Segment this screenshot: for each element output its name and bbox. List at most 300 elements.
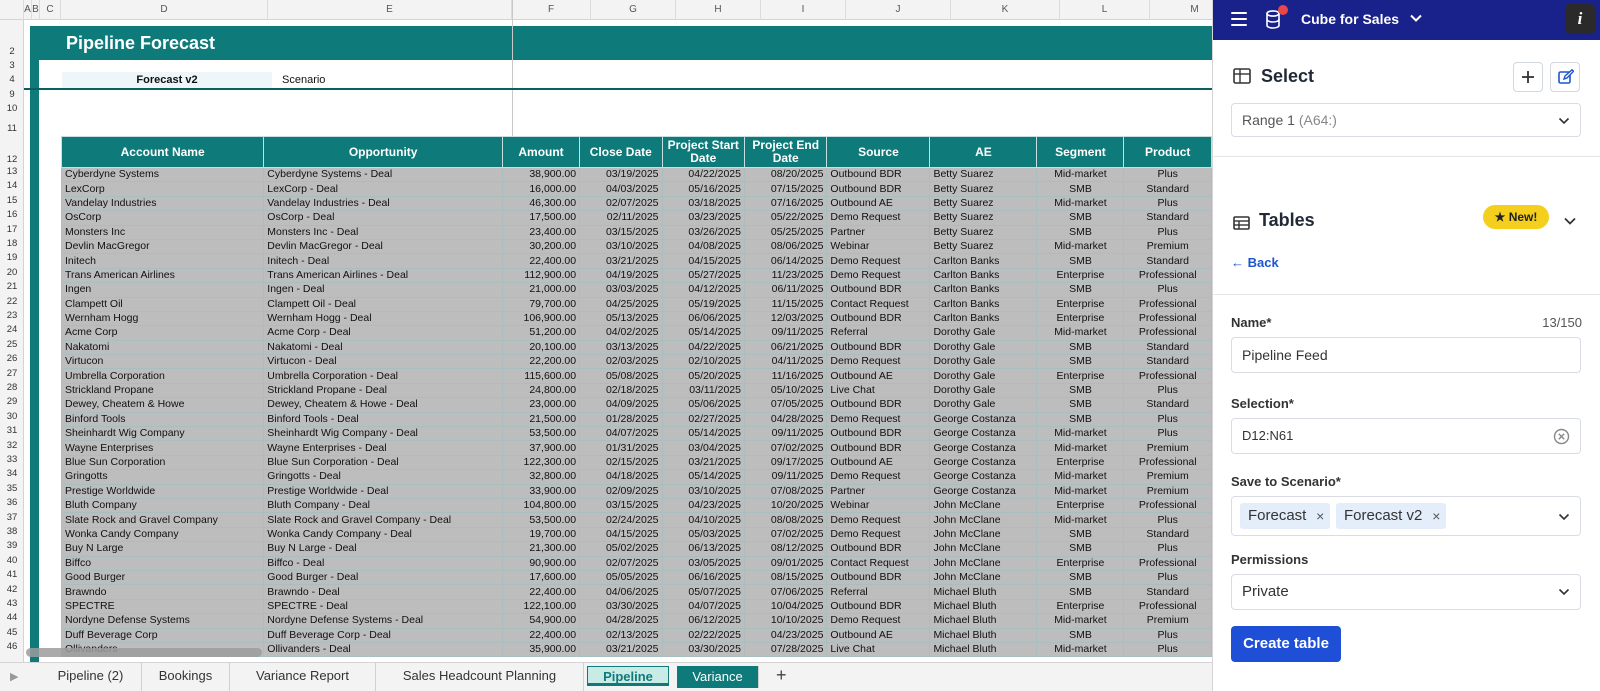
cell-segment[interactable]: Mid-market xyxy=(1037,642,1124,656)
cell-account-name[interactable]: Good Burger xyxy=(62,570,264,584)
cell-ae[interactable]: Betty Suarez xyxy=(930,182,1037,196)
cell-source[interactable]: Demo Request xyxy=(827,470,930,484)
cell-segment[interactable]: Mid-market xyxy=(1037,326,1124,340)
cell-amount[interactable]: 22,200.00 xyxy=(503,355,580,369)
cell-project-end-date[interactable]: 05/10/2025 xyxy=(744,383,826,397)
cell-amount[interactable]: 17,500.00 xyxy=(503,211,580,225)
cell-close-date[interactable]: 04/07/2025 xyxy=(580,427,662,441)
range-dropdown[interactable] xyxy=(1231,103,1581,137)
cell-project-end-date[interactable]: 07/28/2025 xyxy=(744,642,826,656)
cell-project-start-date[interactable]: 02/10/2025 xyxy=(662,355,744,369)
cell-ae[interactable]: George Costanza xyxy=(930,412,1037,426)
cell-project-end-date[interactable]: 12/03/2025 xyxy=(744,311,826,325)
cell-close-date[interactable]: 02/09/2025 xyxy=(580,484,662,498)
cell-segment[interactable]: SMB xyxy=(1037,398,1124,412)
cell-project-end-date[interactable]: 10/20/2025 xyxy=(744,498,826,512)
cell-opportunity[interactable]: OsCorp - Deal xyxy=(264,211,503,225)
cell-project-end-date[interactable]: 08/06/2025 xyxy=(744,239,826,253)
cell-account-name[interactable]: Initech xyxy=(62,254,264,268)
cell-close-date[interactable]: 02/13/2025 xyxy=(580,628,662,642)
cell-product[interactable]: Premium xyxy=(1124,614,1212,628)
cell-amount[interactable]: 54,900.00 xyxy=(503,614,580,628)
header-project-end-date[interactable]: Project End Date xyxy=(744,137,826,168)
cell-product[interactable]: Professional xyxy=(1124,498,1212,512)
cell-segment[interactable]: SMB xyxy=(1037,340,1124,354)
cell-segment[interactable]: Enterprise xyxy=(1037,599,1124,613)
cell-amount[interactable]: 51,200.00 xyxy=(503,326,580,340)
cell-ae[interactable]: George Costanza xyxy=(930,427,1037,441)
cell-source[interactable]: Outbound BDR xyxy=(827,570,930,584)
row-number[interactable]: 39 xyxy=(6,540,18,552)
row-number[interactable]: 18 xyxy=(6,238,18,249)
cell-project-start-date[interactable]: 04/23/2025 xyxy=(662,498,744,512)
cell-opportunity[interactable]: Good Burger - Deal xyxy=(264,570,503,584)
cell-project-start-date[interactable]: 05/03/2025 xyxy=(662,527,744,541)
cell-opportunity[interactable]: Devlin MacGregor - Deal xyxy=(264,239,503,253)
cell-ae[interactable]: George Costanza xyxy=(930,455,1037,469)
cell-project-start-date[interactable]: 05/14/2025 xyxy=(662,326,744,340)
column-header-b[interactable]: B xyxy=(32,0,40,20)
cell-ae[interactable]: Betty Suarez xyxy=(930,211,1037,225)
row-number[interactable]: 43 xyxy=(6,598,18,609)
cell-opportunity[interactable]: Ollivanders - Deal xyxy=(264,642,503,656)
remove-chip-icon[interactable]: × xyxy=(1432,508,1441,524)
cell-amount[interactable]: 79,700.00 xyxy=(503,297,580,311)
cell-opportunity[interactable]: Binford Tools - Deal xyxy=(264,412,503,426)
cell-project-end-date[interactable]: 11/23/2025 xyxy=(744,268,826,282)
cell-amount[interactable]: 35,900.00 xyxy=(503,642,580,656)
cell-close-date[interactable]: 04/15/2025 xyxy=(580,527,662,541)
header-segment[interactable]: Segment xyxy=(1037,137,1124,168)
cell-ae[interactable]: Dorothy Gale xyxy=(930,369,1037,383)
cell-project-start-date[interactable]: 02/27/2025 xyxy=(662,412,744,426)
cell-close-date[interactable]: 04/03/2025 xyxy=(580,182,662,196)
cell-project-start-date[interactable]: 05/07/2025 xyxy=(662,585,744,599)
pipeline-table[interactable] xyxy=(61,136,1212,662)
cell-opportunity[interactable]: Acme Corp - Deal xyxy=(264,326,503,340)
cell-source[interactable]: Demo Request xyxy=(827,527,930,541)
cell-project-start-date[interactable]: 04/07/2025 xyxy=(662,599,744,613)
cell-opportunity[interactable]: Vandelay Industries - Deal xyxy=(264,196,503,210)
column-header-i[interactable]: I xyxy=(761,0,846,20)
row-number[interactable]: 14 xyxy=(6,180,18,192)
cell-close-date[interactable]: 02/18/2025 xyxy=(580,383,662,397)
cell-opportunity[interactable]: Virtucon - Deal xyxy=(264,355,503,369)
row-number[interactable]: 37 xyxy=(6,511,18,523)
cell-segment[interactable]: Mid-market xyxy=(1037,484,1124,498)
cell-close-date[interactable]: 03/19/2025 xyxy=(580,168,662,182)
cell-amount[interactable]: 37,900.00 xyxy=(503,441,580,455)
cell-product[interactable]: Standard xyxy=(1124,254,1212,268)
cell-account-name[interactable]: Virtucon xyxy=(62,355,264,369)
info-button[interactable]: i xyxy=(1565,4,1595,34)
cell-amount[interactable]: 53,500.00 xyxy=(503,513,580,527)
cell-project-end-date[interactable]: 08/08/2025 xyxy=(744,513,826,527)
edit-selection-button[interactable] xyxy=(1550,62,1580,92)
row-number[interactable]: 40 xyxy=(6,554,18,566)
cell-amount[interactable]: 22,400.00 xyxy=(503,254,580,268)
row-number[interactable]: 17 xyxy=(6,223,18,235)
cell-account-name[interactable]: Cyberdyne Systems xyxy=(62,168,264,182)
cell-account-name[interactable]: Strickland Propane xyxy=(62,383,264,397)
cell-amount[interactable]: 90,900.00 xyxy=(503,556,580,570)
header-account-name[interactable]: Account Name xyxy=(62,137,264,168)
cell-opportunity[interactable]: Nordyne Defense Systems - Deal xyxy=(264,614,503,628)
cell-opportunity[interactable]: Cyberdyne Systems - Deal xyxy=(264,168,503,182)
cell-project-end-date[interactable]: 11/15/2025 xyxy=(744,297,826,311)
cell-amount[interactable]: 122,300.00 xyxy=(503,455,580,469)
cell-project-end-date[interactable]: 04/23/2025 xyxy=(744,628,826,642)
cell-project-end-date[interactable]: 09/17/2025 xyxy=(744,455,826,469)
header-product[interactable]: Product xyxy=(1124,137,1212,168)
permissions-dropdown[interactable] xyxy=(1231,574,1581,610)
cell-segment[interactable]: Mid-market xyxy=(1037,239,1124,253)
row-number[interactable]: 32 xyxy=(6,439,18,451)
cell-segment[interactable]: Mid-market xyxy=(1037,196,1124,210)
tab-scroll-arrow-icon[interactable]: ▶ xyxy=(10,671,19,683)
cell-source[interactable]: Demo Request xyxy=(827,513,930,527)
cell-opportunity[interactable]: Wernham Hogg - Deal xyxy=(264,311,503,325)
cell-opportunity[interactable]: Nakatomi - Deal xyxy=(264,340,503,354)
cell-source[interactable]: Outbound BDR xyxy=(827,168,930,182)
cell-product[interactable]: Premium xyxy=(1124,484,1212,498)
cell-account-name[interactable]: Umbrella Corporation xyxy=(62,369,264,383)
cell-project-start-date[interactable]: 03/26/2025 xyxy=(662,225,744,239)
row-number[interactable]: 46 xyxy=(6,641,18,653)
cell-amount[interactable]: 33,900.00 xyxy=(503,484,580,498)
header-ae[interactable]: AE xyxy=(930,137,1037,168)
cell-project-end-date[interactable]: 07/06/2025 xyxy=(744,585,826,599)
cell-product[interactable]: Plus xyxy=(1124,196,1212,210)
cell-opportunity[interactable]: Umbrella Corporation - Deal xyxy=(264,369,503,383)
sheet-title[interactable]: Pipeline Forecast xyxy=(30,26,1212,60)
cell-project-start-date[interactable]: 06/06/2025 xyxy=(662,311,744,325)
cell-ae[interactable]: Carlton Banks xyxy=(930,283,1037,297)
cell-project-start-date[interactable]: 04/22/2025 xyxy=(662,340,744,354)
column-header-d[interactable]: D xyxy=(61,0,268,20)
cell-project-start-date[interactable]: 04/10/2025 xyxy=(662,513,744,527)
cell-source[interactable]: Partner xyxy=(827,484,930,498)
row-number[interactable]: 9 xyxy=(9,89,15,100)
cell-opportunity[interactable]: Sheinhardt Wig Company - Deal xyxy=(264,427,503,441)
cell-project-end-date[interactable]: 05/22/2025 xyxy=(744,211,826,225)
cell-account-name[interactable]: Blue Sun Corporation xyxy=(62,455,264,469)
cell-product[interactable]: Plus xyxy=(1124,642,1212,656)
cell-project-start-date[interactable]: 05/20/2025 xyxy=(662,369,744,383)
cell-amount[interactable]: 23,000.00 xyxy=(503,398,580,412)
cell-opportunity[interactable]: Strickland Propane - Deal xyxy=(264,383,503,397)
cell-ae[interactable]: Betty Suarez xyxy=(930,168,1037,182)
cell-project-start-date[interactable]: 05/14/2025 xyxy=(662,470,744,484)
cell-opportunity[interactable]: Blue Sun Corporation - Deal xyxy=(264,455,503,469)
chevron-down-icon[interactable] xyxy=(1409,11,1423,25)
cell-ae[interactable]: Michael Bluth xyxy=(930,614,1037,628)
row-number[interactable]: 13 xyxy=(6,166,18,177)
cell-ae[interactable]: John McClane xyxy=(930,570,1037,584)
cell-segment[interactable]: SMB xyxy=(1037,542,1124,556)
cell-project-end-date[interactable]: 06/21/2025 xyxy=(744,340,826,354)
cell-ae[interactable]: Dorothy Gale xyxy=(930,383,1037,397)
cell-segment[interactable]: SMB xyxy=(1037,355,1124,369)
cell-source[interactable]: Demo Request xyxy=(827,211,930,225)
column-header-f[interactable]: F xyxy=(512,0,591,20)
cell-amount[interactable]: 112,900.00 xyxy=(503,268,580,282)
cell-ae[interactable]: Carlton Banks xyxy=(930,268,1037,282)
cell-close-date[interactable]: 04/28/2025 xyxy=(580,614,662,628)
cell-opportunity[interactable]: Buy N Large - Deal xyxy=(264,542,503,556)
cell-ae[interactable]: John McClane xyxy=(930,513,1037,527)
cell-ae[interactable]: Dorothy Gale xyxy=(930,398,1037,412)
row-number[interactable]: 10 xyxy=(6,103,18,114)
cell-project-end-date[interactable]: 07/16/2025 xyxy=(744,196,826,210)
cell-product[interactable]: Premium xyxy=(1124,239,1212,253)
chevron-down-icon[interactable] xyxy=(1563,214,1577,228)
cell-project-end-date[interactable]: 04/28/2025 xyxy=(744,412,826,426)
cell-ae[interactable]: Dorothy Gale xyxy=(930,355,1037,369)
cell-close-date[interactable]: 04/02/2025 xyxy=(580,326,662,340)
remove-chip-icon[interactable]: × xyxy=(1316,508,1325,524)
row-number[interactable]: 33 xyxy=(6,454,18,465)
cell-source[interactable]: Outbound BDR xyxy=(827,441,930,455)
cell-close-date[interactable]: 01/31/2025 xyxy=(580,441,662,455)
cell-project-start-date[interactable]: 06/16/2025 xyxy=(662,570,744,584)
cell-amount[interactable]: 23,400.00 xyxy=(503,225,580,239)
cell-ae[interactable]: John McClane xyxy=(930,498,1037,512)
cell-source[interactable]: Outbound AE xyxy=(827,628,930,642)
cell-product[interactable]: Professional xyxy=(1124,311,1212,325)
cell-product[interactable]: Plus xyxy=(1124,383,1212,397)
row-number[interactable]: 27 xyxy=(6,367,18,379)
cell-segment[interactable]: Mid-market xyxy=(1037,441,1124,455)
cell-project-start-date[interactable]: 04/12/2025 xyxy=(662,283,744,297)
cell-close-date[interactable]: 04/06/2025 xyxy=(580,585,662,599)
cell-close-date[interactable]: 05/02/2025 xyxy=(580,542,662,556)
row-number[interactable]: 29 xyxy=(6,396,18,408)
cell-account-name[interactable]: Bluth Company xyxy=(62,498,264,512)
tab-bookings[interactable]: Bookings xyxy=(142,663,230,691)
cell-product[interactable]: Plus xyxy=(1124,412,1212,426)
cell-project-start-date[interactable]: 06/12/2025 xyxy=(662,614,744,628)
scenario-value-cell[interactable]: Forecast v2 xyxy=(62,72,272,88)
cell-segment[interactable]: SMB xyxy=(1037,628,1124,642)
cell-source[interactable]: Contact Request xyxy=(827,556,930,570)
cell-product[interactable]: Professional xyxy=(1124,455,1212,469)
cell-project-end-date[interactable]: 07/02/2025 xyxy=(744,441,826,455)
cell-source[interactable]: Contact Request xyxy=(827,297,930,311)
row-number[interactable]: 15 xyxy=(6,194,18,206)
cell-project-end-date[interactable]: 07/08/2025 xyxy=(744,484,826,498)
cell-project-end-date[interactable]: 04/11/2025 xyxy=(744,355,826,369)
cell-ae[interactable]: Michael Bluth xyxy=(930,628,1037,642)
cell-project-start-date[interactable]: 03/18/2025 xyxy=(662,196,744,210)
workspace-selector[interactable]: Cube for Sales xyxy=(1301,11,1400,27)
cell-close-date[interactable]: 04/25/2025 xyxy=(580,297,662,311)
cell-product[interactable]: Plus xyxy=(1124,570,1212,584)
cell-account-name[interactable]: OsCorp xyxy=(62,211,264,225)
cell-source[interactable]: Outbound BDR xyxy=(827,340,930,354)
cell-opportunity[interactable]: Brawndo - Deal xyxy=(264,585,503,599)
cell-product[interactable]: Premium xyxy=(1124,470,1212,484)
cell-account-name[interactable]: LexCorp xyxy=(62,182,264,196)
cell-ae[interactable]: John McClane xyxy=(930,527,1037,541)
column-header-g[interactable]: G xyxy=(591,0,676,20)
cell-product[interactable]: Standard xyxy=(1124,398,1212,412)
column-header-l[interactable]: L xyxy=(1060,0,1150,20)
create-table-button[interactable]: Create table xyxy=(1231,626,1341,662)
cell-ae[interactable]: Carlton Banks xyxy=(930,311,1037,325)
cell-product[interactable]: Professional xyxy=(1124,556,1212,570)
cell-project-start-date[interactable]: 02/22/2025 xyxy=(662,628,744,642)
corner-cell[interactable] xyxy=(0,0,24,20)
cell-product[interactable]: Standard xyxy=(1124,355,1212,369)
cell-source[interactable]: Outbound BDR xyxy=(827,283,930,297)
cell-opportunity[interactable]: Duff Beverage Corp - Deal xyxy=(264,628,503,642)
tab-variance[interactable]: Variance xyxy=(677,666,759,688)
cell-project-end-date[interactable]: 08/15/2025 xyxy=(744,570,826,584)
cell-project-start-date[interactable]: 03/30/2025 xyxy=(662,642,744,656)
row-number[interactable]: 20 xyxy=(6,266,18,278)
cell-opportunity[interactable]: Gringotts - Deal xyxy=(264,470,503,484)
tab-pipeline-2[interactable]: Pipeline (2) xyxy=(40,663,142,691)
cell-segment[interactable]: SMB xyxy=(1037,182,1124,196)
cell-source[interactable]: Outbound BDR xyxy=(827,542,930,556)
add-selection-button[interactable] xyxy=(1513,62,1543,92)
cell-segment[interactable]: SMB xyxy=(1037,412,1124,426)
cell-ae[interactable]: Michael Bluth xyxy=(930,642,1037,656)
cell-segment[interactable]: Mid-market xyxy=(1037,470,1124,484)
cell-product[interactable]: Professional xyxy=(1124,599,1212,613)
cell-amount[interactable]: 38,900.00 xyxy=(503,168,580,182)
cell-close-date[interactable]: 04/19/2025 xyxy=(580,268,662,282)
column-header-k[interactable]: K xyxy=(951,0,1060,20)
cell-project-start-date[interactable]: 04/15/2025 xyxy=(662,254,744,268)
cell-project-end-date[interactable]: 07/15/2025 xyxy=(744,182,826,196)
cell-close-date[interactable]: 03/21/2025 xyxy=(580,642,662,656)
cell-close-date[interactable]: 02/24/2025 xyxy=(580,513,662,527)
cell-opportunity[interactable]: Ingen - Deal xyxy=(264,283,503,297)
tab-pipeline[interactable]: Pipeline xyxy=(587,666,669,686)
cell-account-name[interactable]: Vandelay Industries xyxy=(62,196,264,210)
horizontal-scrollbar[interactable] xyxy=(26,648,262,657)
cell-ae[interactable]: John McClane xyxy=(930,556,1037,570)
header-opportunity[interactable]: Opportunity xyxy=(264,137,503,168)
cell-segment[interactable]: Enterprise xyxy=(1037,556,1124,570)
row-number[interactable]: 45 xyxy=(6,626,18,638)
cell-amount[interactable]: 19,700.00 xyxy=(503,527,580,541)
cell-account-name[interactable]: Slate Rock and Gravel Company xyxy=(62,513,264,527)
row-number[interactable]: 25 xyxy=(6,338,18,350)
row-number[interactable]: 42 xyxy=(6,583,18,595)
row-number[interactable]: 16 xyxy=(6,209,18,221)
row-number[interactable]: 22 xyxy=(6,295,18,307)
cell-project-start-date[interactable]: 05/19/2025 xyxy=(662,297,744,311)
cell-amount[interactable]: 115,600.00 xyxy=(503,369,580,383)
cell-account-name[interactable]: Wayne Enterprises xyxy=(62,441,264,455)
cell-product[interactable]: Standard xyxy=(1124,527,1212,541)
cell-close-date[interactable]: 05/08/2025 xyxy=(580,369,662,383)
cell-project-start-date[interactable]: 03/23/2025 xyxy=(662,211,744,225)
cell-product[interactable]: Standard xyxy=(1124,585,1212,599)
cell-project-end-date[interactable]: 07/05/2025 xyxy=(744,398,826,412)
cell-source[interactable]: Outbound BDR xyxy=(827,427,930,441)
cell-amount[interactable]: 21,500.00 xyxy=(503,412,580,426)
cell-close-date[interactable]: 01/28/2025 xyxy=(580,412,662,426)
cell-close-date[interactable]: 03/15/2025 xyxy=(580,498,662,512)
cell-segment[interactable]: SMB xyxy=(1037,383,1124,397)
cell-project-start-date[interactable]: 04/08/2025 xyxy=(662,239,744,253)
cell-ae[interactable]: Carlton Banks xyxy=(930,254,1037,268)
cell-close-date[interactable]: 03/13/2025 xyxy=(580,340,662,354)
cell-ae[interactable]: George Costanza xyxy=(930,441,1037,455)
cell-opportunity[interactable]: Wonka Candy Company - Deal xyxy=(264,527,503,541)
cell-opportunity[interactable]: Trans American Airlines - Deal xyxy=(264,268,503,282)
cell-account-name[interactable]: Sheinhardt Wig Company xyxy=(62,427,264,441)
cell-product[interactable]: Professional xyxy=(1124,326,1212,340)
row-number[interactable]: 19 xyxy=(6,252,18,264)
cell-product[interactable]: Professional xyxy=(1124,369,1212,383)
cell-project-end-date[interactable]: 06/11/2025 xyxy=(744,283,826,297)
row-number[interactable]: 24 xyxy=(6,324,18,336)
cell-segment[interactable]: Enterprise xyxy=(1037,297,1124,311)
tab-sales-headcount-planning[interactable]: Sales Headcount Planning xyxy=(376,663,584,691)
cell-project-end-date[interactable]: 09/01/2025 xyxy=(744,556,826,570)
cell-account-name[interactable]: Brawndo xyxy=(62,585,264,599)
cell-opportunity[interactable]: SPECTRE - Deal xyxy=(264,599,503,613)
cell-account-name[interactable]: Monsters Inc xyxy=(62,225,264,239)
cell-account-name[interactable]: Dewey, Cheatem & Howe xyxy=(62,398,264,412)
menu-icon[interactable] xyxy=(1231,12,1247,26)
cell-source[interactable]: Demo Request xyxy=(827,268,930,282)
cell-opportunity[interactable]: Bluth Company - Deal xyxy=(264,498,503,512)
cell-close-date[interactable]: 02/07/2025 xyxy=(580,556,662,570)
cell-account-name[interactable]: Wernham Hogg xyxy=(62,311,264,325)
row-number[interactable]: 34 xyxy=(6,468,18,480)
cell-opportunity[interactable]: Monsters Inc - Deal xyxy=(264,225,503,239)
cell-ae[interactable]: Michael Bluth xyxy=(930,585,1037,599)
cell-account-name[interactable]: Trans American Airlines xyxy=(62,268,264,282)
header-close-date[interactable]: Close Date xyxy=(580,137,662,168)
cell-close-date[interactable]: 03/30/2025 xyxy=(580,599,662,613)
cell-amount[interactable]: 20,100.00 xyxy=(503,340,580,354)
row-number[interactable]: 11 xyxy=(7,123,17,134)
cell-account-name[interactable]: Wonka Candy Company xyxy=(62,527,264,541)
cell-project-end-date[interactable]: 09/11/2025 xyxy=(744,326,826,340)
cell-project-end-date[interactable]: 10/04/2025 xyxy=(744,599,826,613)
cell-project-start-date[interactable]: 04/22/2025 xyxy=(662,168,744,182)
cell-ae[interactable]: Dorothy Gale xyxy=(930,326,1037,340)
header-amount[interactable]: Amount xyxy=(503,137,580,168)
cell-close-date[interactable]: 03/15/2025 xyxy=(580,225,662,239)
cell-project-start-date[interactable]: 03/05/2025 xyxy=(662,556,744,570)
cell-project-end-date[interactable]: 09/11/2025 xyxy=(744,470,826,484)
cell-source[interactable]: Outbound AE xyxy=(827,369,930,383)
cell-amount[interactable]: 53,500.00 xyxy=(503,427,580,441)
cell-product[interactable]: Professional xyxy=(1124,268,1212,282)
cell-project-start-date[interactable]: 05/06/2025 xyxy=(662,398,744,412)
row-number[interactable]: 44 xyxy=(6,612,18,624)
column-header-j[interactable]: J xyxy=(846,0,951,20)
cell-segment[interactable]: Enterprise xyxy=(1037,498,1124,512)
row-number[interactable]: 31 xyxy=(6,425,18,437)
cell-source[interactable]: Demo Request xyxy=(827,614,930,628)
cell-amount[interactable]: 22,400.00 xyxy=(503,585,580,599)
cell-ae[interactable]: Betty Suarez xyxy=(930,239,1037,253)
cell-project-start-date[interactable]: 05/27/2025 xyxy=(662,268,744,282)
cell-project-end-date[interactable]: 08/12/2025 xyxy=(744,542,826,556)
row-number[interactable]: 35 xyxy=(6,482,18,494)
cell-source[interactable]: Demo Request xyxy=(827,412,930,426)
cell-segment[interactable]: Enterprise xyxy=(1037,268,1124,282)
